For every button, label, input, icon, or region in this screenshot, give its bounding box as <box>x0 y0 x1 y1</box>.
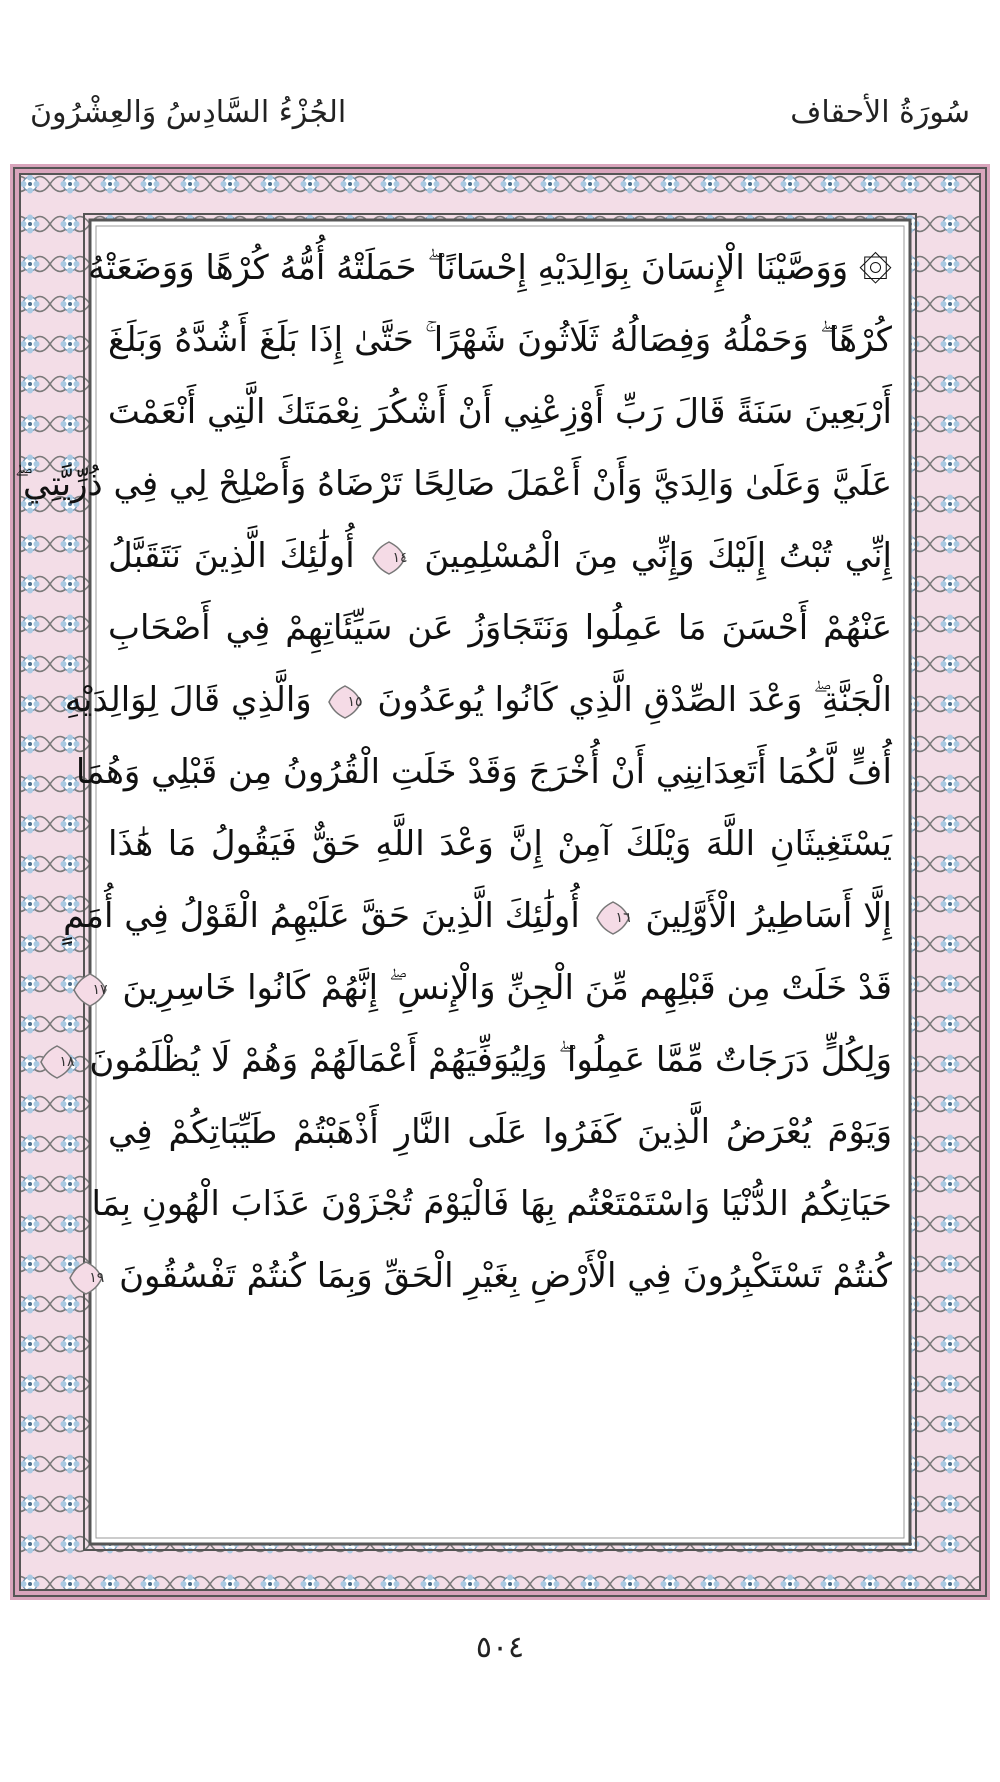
verse-text: وَلِكُلٍّ دَرَجَاتٌ مِّمَّا عَمِلُوا ۖ وَلِيُوَفِّيَهُمْ أَعْمَالَهُمْ وَهُمْ لَا يُظْلَمُونَ <box>89 1040 892 1080</box>
verse-text: أَرْبَعِينَ سَنَةً قَالَ رَبِّ أَوْزِعْنِي أَنْ أَشْكُرَ نِعْمَتَكَ الَّتِي أَنْعَمْتَ <box>107 392 892 432</box>
verse-text: عَنْهُمْ أَحْسَنَ مَا عَمِلُوا وَنَتَجَاوَزُ عَن سَيِّئَاتِهِمْ فِي أَصْحَابِ <box>108 608 892 648</box>
page-header <box>22 88 978 138</box>
verse-text: قَدْ خَلَتْ مِن قَبْلِهِم مِّنَ الْجِنِّ وَالْإِنسِ ۖ إِنَّهُمْ كَانُوا خَاسِرِينَ <box>122 968 892 1008</box>
ayah-number-marker <box>595 900 631 936</box>
verse-text: إِنِّي تُبْتُ إِلَيْكَ وَإِنِّي مِنَ الْمُسْلِمِينَ <box>424 536 892 576</box>
verse-line <box>108 592 892 664</box>
verse-text: إِلَّا أَسَاطِيرُ الْأَوَّلِينَ <box>645 896 892 936</box>
verse-line <box>91 1168 892 1240</box>
ayah-number: ١٤ <box>392 549 408 566</box>
verse-line <box>108 376 892 448</box>
verse-text: حَيَاتِكُمُ الدُّنْيَا وَاسْتَمْتَعْتُم بِهَا فَالْيَوْمَ تُجْزَوْنَ عَذَابَ الْهُونِ بِمَا <box>91 1184 892 1224</box>
verse-line <box>92 952 892 1024</box>
ayah-number: ١٥ <box>347 693 363 710</box>
verse-line <box>14 448 892 520</box>
verse-text: أُولَٰئِكَ الَّذِينَ حَقَّ عَلَيْهِمُ الْقَوْلُ فِي أُمَمٍ <box>63 896 580 936</box>
verse-text: عَلَيَّ وَعَلَىٰ وَالِدَيَّ وَأَنْ أَعْمَلَ صَالِحًا تَرْضَاهُ وَأَصْلِحْ لِي فِي ذُرِّيَّتِي ۖ <box>14 464 892 504</box>
verse-text: وَيَوْمَ يُعْرَضُ الَّذِينَ كَفَرُوا عَلَى النَّارِ أَذْهَبْتُمْ طَيِّبَاتِكُمْ فِي <box>108 1112 892 1152</box>
page-number: ٥٠٤ <box>475 1630 525 1665</box>
juz-name: الجُزْءُ السَّادِسُ وَالعِشْرُونَ <box>30 95 347 130</box>
verse-line <box>108 1096 892 1168</box>
verse-text: وَالَّذِي قَالَ لِوَالِدَيْهِ <box>64 680 312 720</box>
verse-text: كُرْهًا ۖ وَحَمْلُهُ وَفِصَالُهُ ثَلَاثُونَ شَهْرًا ۚ حَتَّىٰ إِذَا بَلَغَ أَشُدَّهُ وَبَلَغَ <box>108 320 892 360</box>
ayah-number: ١٩ <box>89 1269 105 1286</box>
ayah-number-marker <box>371 540 407 576</box>
surah-name: سُورَةُ الأحقاف <box>790 95 970 130</box>
verse-text: يَسْتَغِيثَانِ اللَّهَ وَيْلَكَ آمِنْ إِنَّ وَعْدَ اللَّهِ حَقٌّ فَيَقُولُ مَا هَٰذَا <box>108 824 892 864</box>
ayah-number: ١٧ <box>92 981 108 998</box>
verse-line <box>75 736 892 808</box>
ayah-number-marker <box>39 1044 75 1080</box>
ayah-number-marker <box>72 972 108 1008</box>
verse-line <box>64 664 892 736</box>
verse-line <box>63 880 892 952</box>
verse-line <box>89 1240 892 1312</box>
verse-line <box>108 808 892 880</box>
ayah-number: ١٦ <box>615 909 631 926</box>
ayah-number-marker <box>68 1260 104 1296</box>
verse-text: كُنتُمْ تَسْتَكْبِرُونَ فِي الْأَرْضِ بِغَيْرِ الْحَقِّ وَبِمَا كُنتُمْ تَفْسُقُونَ <box>119 1256 892 1296</box>
verse-text: أُولَٰئِكَ الَّذِينَ نَتَقَبَّلُ <box>108 536 355 576</box>
verse-text: الْجَنَّةِ ۖ وَعْدَ الصِّدْقِ الَّذِي كَانُوا يُوعَدُونَ <box>377 680 892 720</box>
verse-line <box>88 232 892 304</box>
verse-text: ۞ وَوَصَّيْنَا الْإِنسَانَ بِوَالِدَيْهِ إِحْسَانًا ۖ حَمَلَتْهُ أُمُّهُ كُرْهًا وَوَضَعَتْهُ <box>88 248 892 288</box>
verse-line <box>59 1024 892 1096</box>
ayah-number-marker <box>327 684 363 720</box>
verse-line <box>108 520 892 592</box>
ayah-number: ١٨ <box>59 1053 75 1070</box>
verse-line <box>108 304 892 376</box>
verse-text: أُفٍّ لَّكُمَا أَتَعِدَانِنِي أَنْ أُخْرَجَ وَقَدْ خَلَتِ الْقُرُونُ مِن قَبْلِي وَهُمَا <box>75 752 892 792</box>
verse-text-block <box>14 232 892 1528</box>
